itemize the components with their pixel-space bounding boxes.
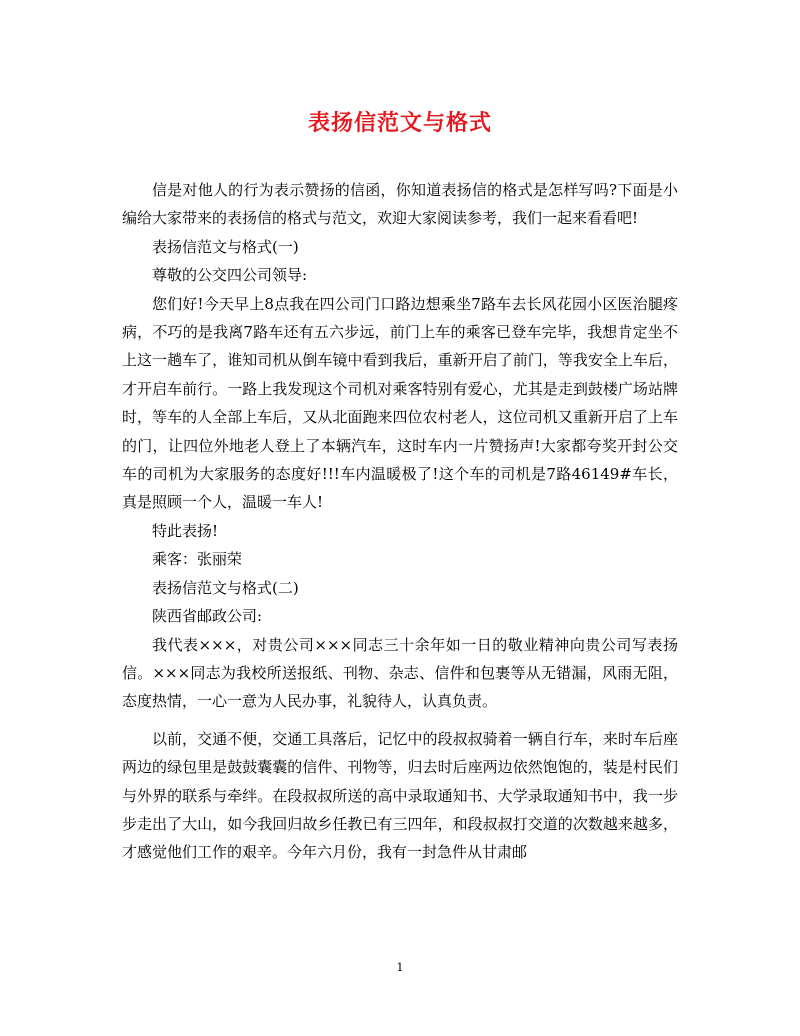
- document-title: 表扬信范文与格式: [307, 110, 492, 136]
- salutation-1: 尊敬的公交四公司领导:: [152, 266, 308, 285]
- paragraph-letter-1-body: 您们好!今天早上8点我在四公司门口路边想乘坐7路车去长风花园小区医治腿疼病，不巧的是我离7路车还有五六步远，前门上车的乘客已登车完毕，我想肯定坐不上这一趟车了，谁知司机从倒车镜中看到我后，重新开启了前门，等我安全上车后，才开启车前行。一路上我发现这个司机对乘客特别有爱心，尤其是走到鼓楼广场站牌时，等车的人全部上车后，又从北面跑来四位农村老人，这位司机又重新开启了上车的门，让四位外地老人登上了本辆汽车，这时车内一片赞扬声!大家都夸奖开封公交车的司机为大家服务的态度好!!!车内温暖极了!这个车的司机是7路46149#车长，真是照顾一个人，温暖一车人!: [122, 294, 678, 512]
- page-number: 1: [396, 961, 404, 974]
- closing-praise: 特此表扬!: [152, 521, 219, 540]
- signature-passenger: 乘客：张丽荣: [152, 550, 243, 569]
- paragraph-letter-2-memory: 以前，交通不便，交通工具落后，记忆中的段叔叔骑着一辆自行车，来时车后座两边的绿包里是鼓鼓囊囊的信件、刊物等，归去时后座两边依然饱饱的，装是村民们与外界的联系与牵绊。在段叔叔所送的高中录取通知书、大学录取通知书中，我一步步走出了大山，如今我回归故乡任教已有三四年，和段叔叔打交道的次数越来越多，才感觉他们工作的艰辛。今年六月份，我有一封急件从甘肃邮: [122, 729, 678, 862]
- document-body: [122, 176, 678, 867]
- salutation-2: 陕西省邮政公司:: [152, 607, 263, 626]
- paragraph-intro: 信是对他人的行为表示赞扬的信函，你知道表扬信的格式是怎样写吗?下面是小编给大家带来的表扬信的格式与范文，欢迎大家阅读参考，我们一起来看看吧!: [122, 181, 678, 228]
- paragraph-letter-2-body: 我代表×××，对贵公司×××同志三十余年如一日的敬业精神向贵公司写表扬信。×××同志为我校所送报纸、刊物、杂志、信件和包裹等从无错漏，风雨无阻，态度热情，一心一意为人民办事，礼貌待人，认真负责。: [122, 635, 678, 711]
- section-heading-2: 表扬信范文与格式(二): [152, 578, 299, 597]
- section-heading-1: 表扬信范文与格式(一): [152, 237, 299, 256]
